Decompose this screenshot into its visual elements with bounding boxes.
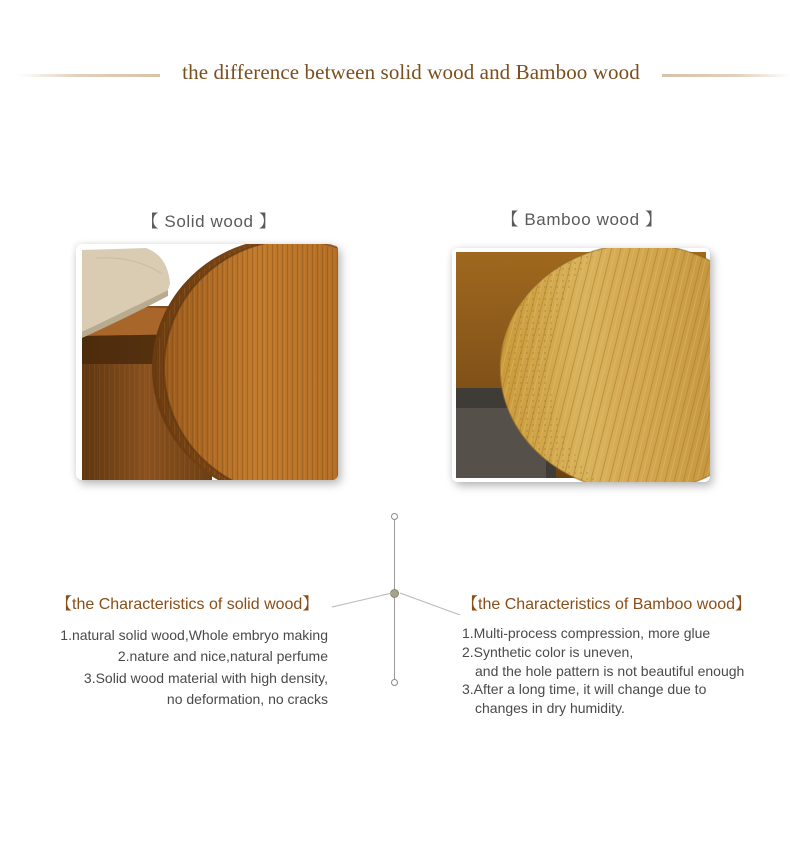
bamboo-wood-photo bbox=[452, 248, 710, 482]
solid-wood-label-text: Solid wood bbox=[164, 212, 254, 231]
list-item: 1.natural solid wood,Whole embryo making bbox=[60, 627, 328, 643]
header-divider-right bbox=[662, 74, 790, 77]
solid-wood-photo bbox=[76, 244, 338, 480]
bracket-close: 】 bbox=[258, 212, 277, 231]
list-item: 1.Multi-process compression, more glue bbox=[462, 625, 711, 641]
header-divider-left bbox=[18, 74, 160, 77]
solid-wood-label bbox=[126, 207, 292, 232]
list-item: changes in dry humidity. bbox=[475, 700, 625, 717]
list-item: and the hole pattern is not beautiful enough bbox=[475, 662, 745, 679]
solid-wood-characteristics-title: 【the Characteristics of solid wood】 bbox=[56, 596, 319, 613]
bamboo-wood-label-text: Bamboo wood bbox=[524, 210, 640, 229]
solid-wood-characteristics-list bbox=[20, 625, 328, 710]
timeline-bottom-dot bbox=[391, 679, 398, 686]
timeline-top-dot bbox=[391, 513, 398, 520]
list-item: no deformation, no cracks bbox=[166, 690, 328, 707]
bracket-open: 【 bbox=[141, 212, 160, 231]
bamboo-wood-label bbox=[486, 205, 678, 230]
solid-wood-image bbox=[76, 244, 338, 480]
list-item: 3.After a long time, it will change due to bbox=[462, 681, 707, 698]
list-item: 2.Synthetic color is uneven, bbox=[462, 643, 634, 660]
bracket-open: 【 bbox=[501, 210, 520, 229]
list-item: 3.Solid wood material with high density, bbox=[83, 669, 328, 686]
page-title: the difference between solid wood and Bamboo wood bbox=[182, 60, 640, 84]
bamboo-wood-characteristics-title: 【the Characteristics of Bamboo wood】 bbox=[462, 596, 752, 613]
bamboo-wood-characteristics-list bbox=[462, 624, 790, 718]
bracket-close: 】 bbox=[644, 210, 663, 229]
bamboo-wood-image bbox=[452, 248, 710, 482]
list-item: 2.nature and nice,natural perfume bbox=[117, 648, 328, 665]
